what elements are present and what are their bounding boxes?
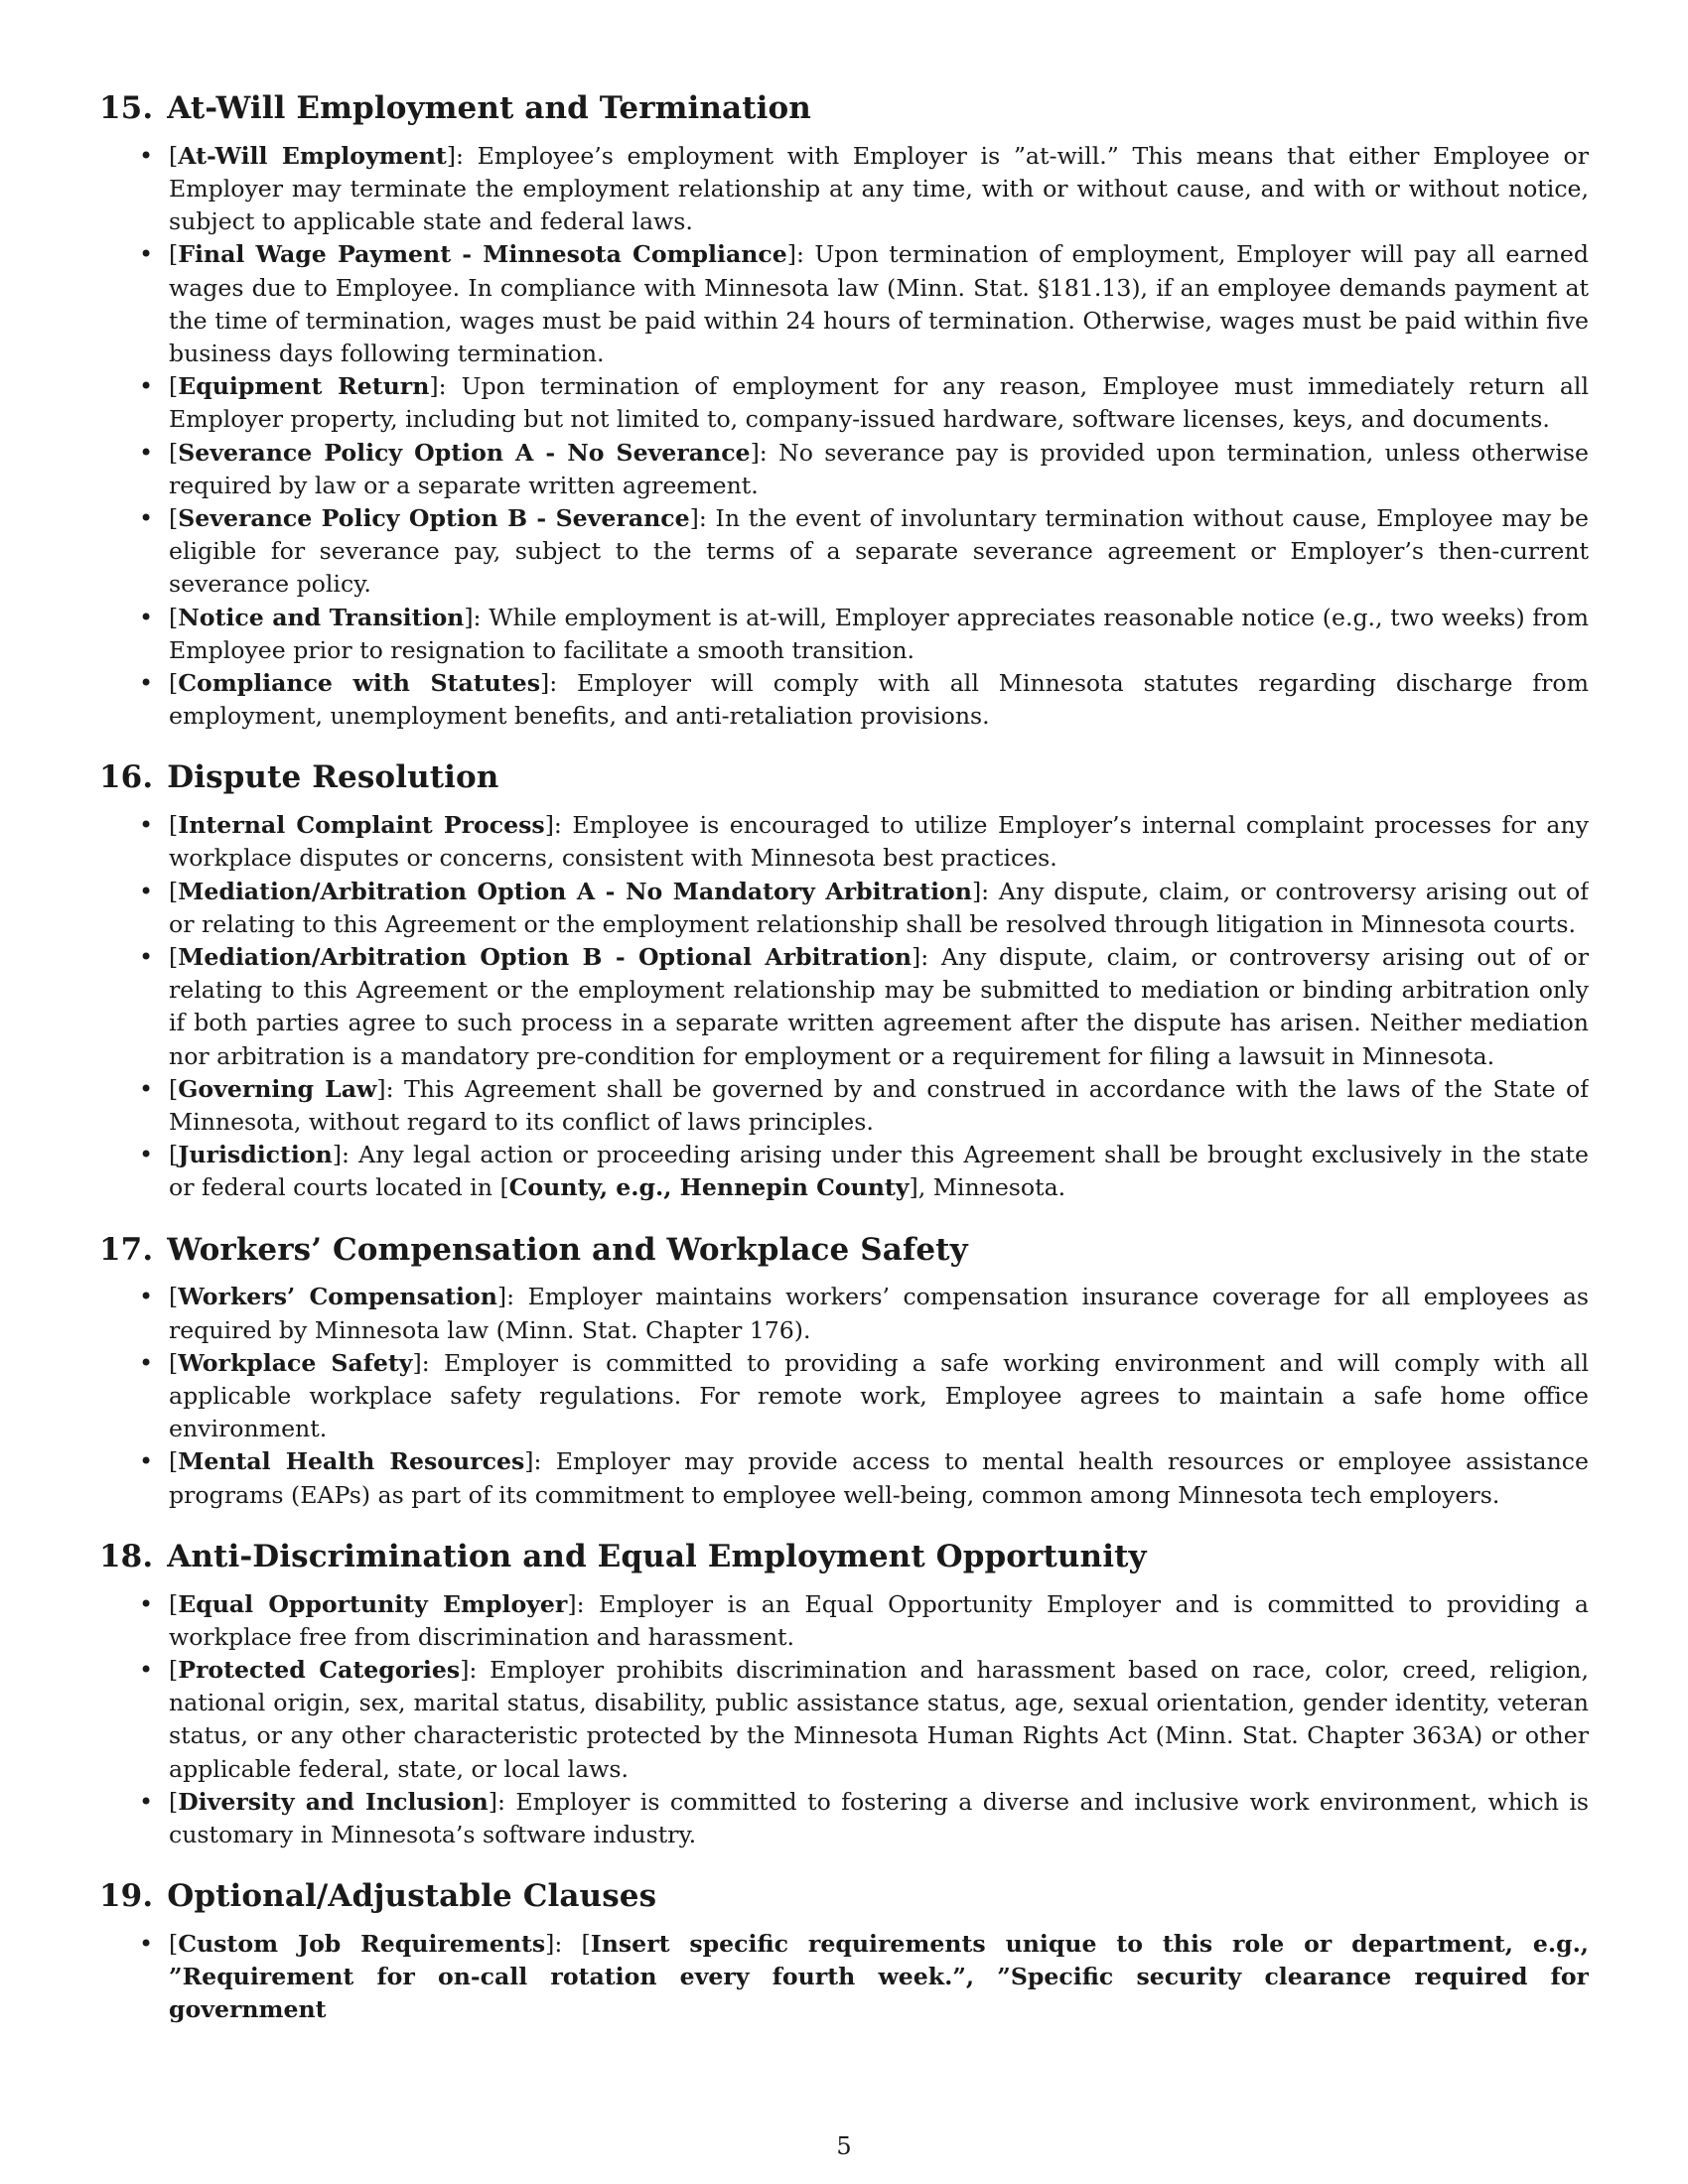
clause-term: Jurisdiction bbox=[178, 1141, 333, 1169]
placeholder-field: Insert specific requirements unique to this role or department, e.g., ”Requirement for on-call rotation every fourth week.”, ”Specific security clearance required for government bbox=[169, 1929, 1589, 2024]
section-number: 17. bbox=[99, 1231, 154, 1268]
clause-term: Custom Job Requirements bbox=[178, 1929, 546, 1958]
clause-list bbox=[99, 1281, 1589, 1511]
clause-text: Employee’s employment with Employer is ”at-will.” This means that either Employee or Employer may terminate the employment relationship at any time, with or without cause, and with or without notice, subject to applicable state and federal laws. bbox=[169, 141, 1589, 236]
clause-item: • [Equal Opportunity Employer]: Employer is an Equal Opportunity Employer and is committed to providing a workplace free from discrimination and harassment. bbox=[169, 1588, 1589, 1654]
clause-text: Upon termination of employment for any reason, Employee must immediately return all Employer property, including but not limited to, company-issued hardware, software licenses, keys, and documents. bbox=[169, 372, 1589, 434]
clause-text: Employer is an Equal Opportunity Employer and is committed to providing a workplace free from discrimination and harassment. bbox=[169, 1589, 1589, 1651]
clause-text: Employer will comply with all Minnesota statutes regarding discharge from employment, unemployment benefits, and anti-retaliation provisions. bbox=[169, 669, 1589, 731]
clause-term: Notice and Transition bbox=[178, 603, 465, 631]
clause-item: • [Mediation/Arbitration Option A - No Mandatory Arbitration]: Any dispute, claim, or controversy arising out of or relating to this Agreement or the employment relationship shall be resolved through litigation in Minnesota courts. bbox=[169, 876, 1589, 941]
placeholder-field: County, e.g., Hennepin County bbox=[508, 1173, 910, 1202]
clause-item: • [Jurisdiction]: Any legal action or proceeding arising under this Agreement shall be brought exclusively in the state or federal courts located in [County, e.g., Hennepin County], Minnesota. bbox=[169, 1139, 1589, 1204]
clause-list bbox=[99, 1928, 1589, 2027]
clause-item: • [Diversity and Inclusion]: Employer is committed to fostering a diverse and inclusive work environment, which is customary in Minnesota’s software industry. bbox=[169, 1786, 1589, 1851]
clause-text: In the event of involuntary termination without cause, Employee may be eligible for severance pay, subject to the terms of a separate severance agreement or Employer’s then-current severance policy. bbox=[169, 503, 1589, 599]
section-heading bbox=[99, 89, 1589, 128]
section-title: Workers’ Compensation and Workplace Safety bbox=[167, 1231, 968, 1268]
clause-term: Mediation/Arbitration Option B - Optional Arbitration bbox=[178, 942, 912, 971]
clause-term: Final Wage Payment - Minnesota Compliance bbox=[178, 240, 787, 269]
clause-text: Employer may provide access to mental health resources or employee assistance programs (EAPs) as part of its commitment to employee well-being, common among Minnesota tech employers. bbox=[169, 1447, 1589, 1509]
clause-term: Severance Policy Option B - Severance bbox=[178, 503, 690, 532]
clause-item: • [Final Wage Payment - Minnesota Compliance]: Upon termination of employment, Employer will pay all earned wages due to Employee. In compliance with Minnesota law (Minn. Stat. §181.13), if an employee demands payment at the time of termination, wages must be paid within 24 hours of termination. Otherwise, wages must be paid within five business days following termination. bbox=[169, 238, 1589, 370]
clause-term: Severance Policy Option A - No Severance bbox=[178, 438, 751, 467]
clause-term: Mediation/Arbitration Option A - No Mandatory Arbitration bbox=[178, 877, 972, 905]
clause-text: No severance pay is provided upon termination, unless otherwise required by law or a separate written agreement. bbox=[169, 438, 1589, 499]
clause-list bbox=[99, 140, 1589, 734]
clause-term: At-Will Employment bbox=[178, 141, 447, 170]
clause-term: Diversity and Inclusion bbox=[178, 1787, 489, 1816]
document-page bbox=[99, 89, 1589, 2115]
clause-text: This Agreement shall be governed by and construed in accordance with the laws of the State of Minnesota, without regard to its conflict of laws principles. bbox=[169, 1074, 1589, 1136]
clause-text: Any legal action or proceeding arising under this Agreement shall be brought exclusively in the state or federal courts located in bbox=[169, 1141, 1589, 1202]
clause-item: • [Compliance with Statutes]: Employer will comply with all Minnesota statutes regarding discharge from employment, unemployment benefits, and anti-retaliation provisions. bbox=[169, 667, 1589, 733]
clause-item: • [Workers’ Compensation]: Employer maintains workers’ compensation insurance coverage for all employees as required by Minnesota law (Minn. Stat. Chapter 176). bbox=[169, 1281, 1589, 1346]
section-number: 16. bbox=[99, 759, 154, 796]
clause-item: • [Notice and Transition]: While employment is at-will, Employer appreciates reasonable notice (e.g., two weeks) from Employee prior to resignation to facilitate a smooth transition. bbox=[169, 602, 1589, 667]
clause-item: • [Workplace Safety]: Employer is committed to providing a safe working environment and will comply with all applicable workplace safety regulations. For remote work, Employee agrees to maintain a safe home office environment. bbox=[169, 1347, 1589, 1446]
clause-term: Protected Categories bbox=[178, 1655, 461, 1684]
clause-item: • [Mental Health Resources]: Employer may provide access to mental health resources or employee assistance programs (EAPs) as part of its commitment to employee well-being, common among Minnesota tech employers. bbox=[169, 1445, 1589, 1511]
clause-item: • [Custom Job Requirements]: [Insert specific requirements unique to this role or department, e.g., ”Requirement for on-call rotation every fourth week.”, ”Specific security clearance required for government bbox=[169, 1928, 1589, 2027]
section-number: 15. bbox=[99, 90, 154, 126]
clause-item: • [At-Will Employment]: Employee’s employment with Employer is ”at-will.” This means that either Employee or Employer may terminate the employment relationship at any time, with or without cause, and with or without notice, subject to applicable state and federal laws. bbox=[169, 140, 1589, 239]
clause-term: Workers’ Compensation bbox=[178, 1283, 497, 1311]
section-15 bbox=[99, 89, 1589, 733]
clause-list bbox=[99, 1588, 1589, 1852]
section-16 bbox=[99, 758, 1589, 1204]
clause-term: Compliance with Statutes bbox=[178, 669, 540, 697]
section-heading bbox=[99, 1538, 1589, 1576]
section-heading bbox=[99, 758, 1589, 797]
clause-term: Mental Health Resources bbox=[178, 1447, 525, 1476]
clause-text: Employer is committed to fostering a diverse and inclusive work environment, which is customary in Minnesota’s software industry. bbox=[169, 1787, 1589, 1848]
clause-list bbox=[99, 809, 1589, 1204]
clause-term: Governing Law bbox=[178, 1074, 377, 1103]
section-19 bbox=[99, 1877, 1589, 2026]
section-heading bbox=[99, 1877, 1589, 1916]
clause-term: Internal Complaint Process bbox=[178, 811, 545, 840]
section-title: Anti-Discrimination and Equal Employment Opportunity bbox=[167, 1538, 1147, 1574]
clause-item: • [Protected Categories]: Employer prohibits discrimination and harassment based on race, color, creed, religion, national origin, sex, marital status, disability, public assistance status, age, sexual orientation, gender identity, veteran status, or any other characteristic protected by the Minnesota Human Rights Act (Minn. Stat. Chapter 363A) or other applicable federal, state, or local laws. bbox=[169, 1654, 1589, 1786]
clause-text: Upon termination of employment, Employer will pay all earned wages due to Employee. In compliance with Minnesota law (Minn. Stat. §181.13), if an employee demands payment at the time of termination, wages must be paid within 24 hours of termination. Otherwise, wages must be paid within five business days following termination. bbox=[169, 240, 1589, 367]
clause-term: Workplace Safety bbox=[178, 1348, 413, 1377]
section-heading bbox=[99, 1231, 1589, 1270]
clause-item: • [Severance Policy Option B - Severance]: In the event of involuntary termination without cause, Employee may be eligible for severance pay, subject to the terms of a separate severance agreement or Employer’s then-current severance policy. bbox=[169, 502, 1589, 602]
clause-term: Equal Opportunity Employer bbox=[178, 1589, 568, 1618]
clause-term: Equipment Return bbox=[178, 372, 430, 401]
clause-text: While employment is at-will, Employer appreciates reasonable notice (e.g., two weeks) from Employee prior to resignation to facilitate a smooth transition. bbox=[169, 603, 1589, 664]
clause-text: Employer prohibits discrimination and harassment based on race, color, creed, religion, national origin, sex, marital status, disability, public assistance status, age, sexual orientation, gender identity, veteran status, or any other characteristic protected by the Minnesota Human Rights Act (Minn. Stat. Chapter 363A) or other applicable federal, state, or local laws. bbox=[169, 1655, 1589, 1783]
section-number: 19. bbox=[99, 1878, 154, 1915]
clause-text: Employer maintains workers’ compensation insurance coverage for all employees as required by Minnesota law (Minn. Stat. Chapter 176). bbox=[169, 1283, 1589, 1344]
section-18 bbox=[99, 1538, 1589, 1851]
page-number: 5 bbox=[836, 2132, 852, 2160]
clause-text: Any dispute, claim, or controversy arising out of or relating to this Agreement or the employment relationship shall be resolved through litigation in Minnesota courts. bbox=[169, 877, 1589, 938]
clause-item: • [Governing Law]: This Agreement shall be governed by and construed in accordance with the laws of the State of Minnesota, without regard to its conflict of laws principles. bbox=[169, 1073, 1589, 1139]
section-number: 18. bbox=[99, 1538, 154, 1574]
clause-item: • [Internal Complaint Process]: Employee is encouraged to utilize Employer’s internal complaint processes for any workplace disputes or concerns, consistent with Minnesota best practices. bbox=[169, 809, 1589, 875]
clause-text: Any dispute, claim, or controversy arising out of or relating to this Agreement or the employment relationship may be submitted to mediation or binding arbitration only if both parties agree to such process in a separate written agreement after the dispute has arisen. Neither mediation nor arbitration is a mandatory pre-condition for employment or a requirement for filing a lawsuit in Minnesota. bbox=[169, 942, 1589, 1070]
section-17 bbox=[99, 1231, 1589, 1512]
clause-item: • [Equipment Return]: Upon termination of employment for any reason, Employee must immediately return all Employer property, including but not limited to, company-issued hardware, software licenses, keys, and documents. bbox=[169, 370, 1589, 436]
section-title: Dispute Resolution bbox=[167, 759, 499, 796]
clause-text: Employer is committed to providing a safe working environment and will comply with all applicable workplace safety regulations. For remote work, Employee agrees to maintain a safe home office environment. bbox=[169, 1348, 1589, 1443]
clause-item: • [Severance Policy Option A - No Severance]: No severance pay is provided upon termination, unless otherwise required by law or a separate written agreement. bbox=[169, 437, 1589, 502]
section-title: Optional/Adjustable Clauses bbox=[167, 1878, 657, 1915]
section-title: At-Will Employment and Termination bbox=[167, 90, 811, 126]
clause-item: • [Mediation/Arbitration Option B - Optional Arbitration]: Any dispute, claim, or controversy arising out of or relating to this Agreement or the employment relationship may be submitted to mediation or binding arbitration only if both parties agree to such process in a separate written agreement after the dispute has arisen. Neither mediation nor arbitration is a mandatory pre-condition for employment or a requirement for filing a lawsuit in Minnesota. bbox=[169, 941, 1589, 1073]
clause-text-tail: , Minnesota. bbox=[917, 1173, 1066, 1202]
clause-text: Employee is encouraged to utilize Employer’s internal complaint processes for any workplace disputes or concerns, consistent with Minnesota best practices. bbox=[169, 811, 1589, 873]
